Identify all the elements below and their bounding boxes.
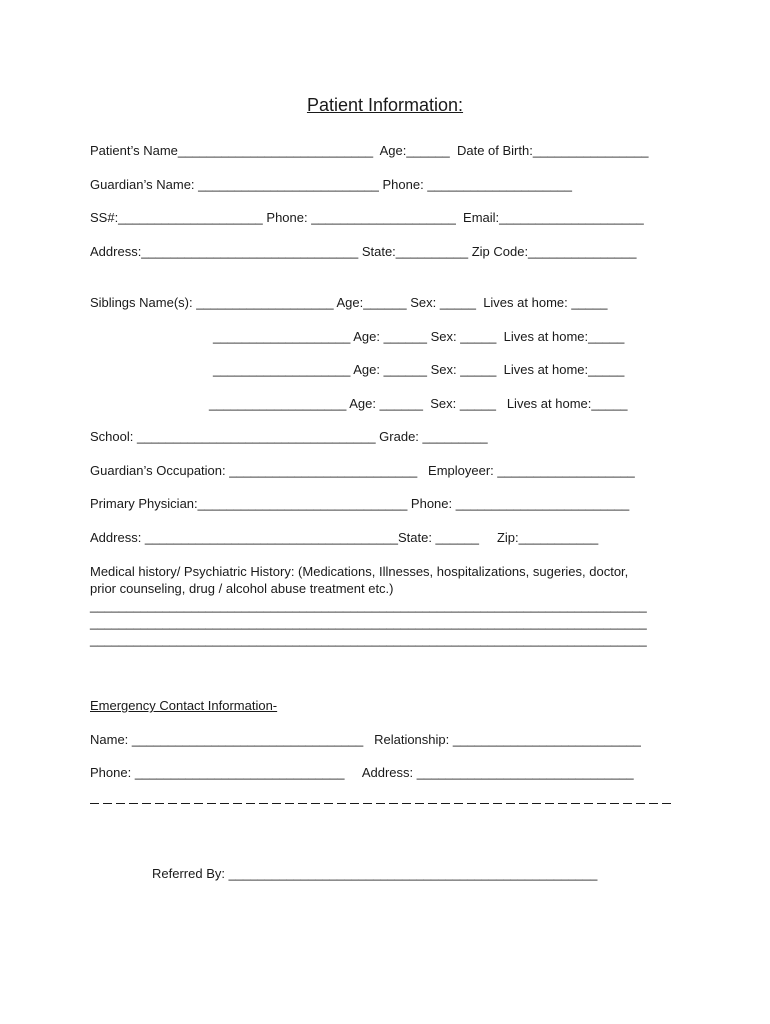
school-line: School: _________________________________ Grade: _________ [90,429,488,444]
siblings-line-3: ___________________ Age: ______ Sex: _____ Lives at home:_____ [213,362,625,377]
dash-segment [272,803,281,804]
guardian-occupation-line: Guardian’s Occupation: __________________________ Employeer: ___________________ [90,463,635,478]
dash-segment [194,803,203,804]
dash-segment [142,803,151,804]
dash-segment [532,803,541,804]
dash-segment [623,803,632,804]
physician-address-line: Address: ___________________________________State: ______ Zip:___________ [90,530,599,545]
dash-segment [363,803,372,804]
dash-segment [181,803,190,804]
guardian-name-line: Guardian’s Name: _________________________ Phone: ____________________ [90,177,572,192]
patient-name-line: Patient’s Name___________________________ Age:______ Date of Birth:________________ [90,143,649,158]
dash-segment [519,803,528,804]
dash-segment [415,803,424,804]
emergency-name-line: Name: ________________________________ Relationship: __________________________ [90,732,641,747]
medical-history-line-1: Medical history/ Psychiatric History: (Medications, Illnesses, hospitalizations, sugeries, doctor, [90,564,629,579]
dash-segment [597,803,606,804]
dash-segment [428,803,437,804]
dash-segment [246,803,255,804]
dash-segment [506,803,515,804]
ss-line: SS#:____________________ Phone: ____________________ Email:____________________ [90,210,644,225]
dash-segment [545,803,554,804]
blank-line-2: _____________________________________________________________________________ [90,615,647,630]
dash-segment [350,803,359,804]
siblings-line-4: ___________________ Age: ______ Sex: _____ Lives at home:_____ [209,396,628,411]
dash-segment [636,803,645,804]
dashed-separator [90,797,672,811]
referred-by-line: Referred By: ___________________________________________________ [152,866,598,881]
dash-segment [129,803,138,804]
dash-segment [376,803,385,804]
dash-segment [493,803,502,804]
dash-segment [662,803,671,804]
dash-segment [207,803,216,804]
dash-segment [311,803,320,804]
dash-segment [298,803,307,804]
dash-segment [571,803,580,804]
dash-segment [155,803,164,804]
dash-segment [116,803,125,804]
dash-segment [233,803,242,804]
dash-segment [558,803,567,804]
dash-segment [220,803,229,804]
siblings-line-1: Siblings Name(s): ___________________ Age:______ Sex: _____ Lives at home: _____ [90,295,608,310]
address-line: Address:______________________________ State:__________ Zip Code:_______________ [90,244,637,259]
dash-segment [285,803,294,804]
form-title: Patient Information: [306,95,464,115]
siblings-line-2: ___________________ Age: ______ Sex: _____ Lives at home:_____ [213,329,625,344]
medical-history-line-2: prior counseling, drug / alcohol abuse treatment etc.) [90,581,394,596]
dash-segment [441,803,450,804]
emergency-phone-line: Phone: _____________________________ Address: ______________________________ [90,765,634,780]
dash-segment [610,803,619,804]
blank-line-3: _____________________________________________________________________________ [90,632,647,647]
dash-segment [402,803,411,804]
dash-segment [389,803,398,804]
dash-segment [584,803,593,804]
dash-segment [90,803,99,804]
dash-segment [467,803,476,804]
primary-physician-line: Primary Physician:_____________________________ Phone: ________________________ [90,496,630,511]
blank-line-1: _____________________________________________________________________________ [90,598,647,613]
dash-segment [168,803,177,804]
dash-segment [324,803,333,804]
dash-segment [454,803,463,804]
dash-segment [337,803,346,804]
emergency-heading: Emergency Contact Information- [90,698,278,713]
dash-segment [259,803,268,804]
dash-segment [103,803,112,804]
dash-segment [649,803,658,804]
dash-segment [480,803,489,804]
